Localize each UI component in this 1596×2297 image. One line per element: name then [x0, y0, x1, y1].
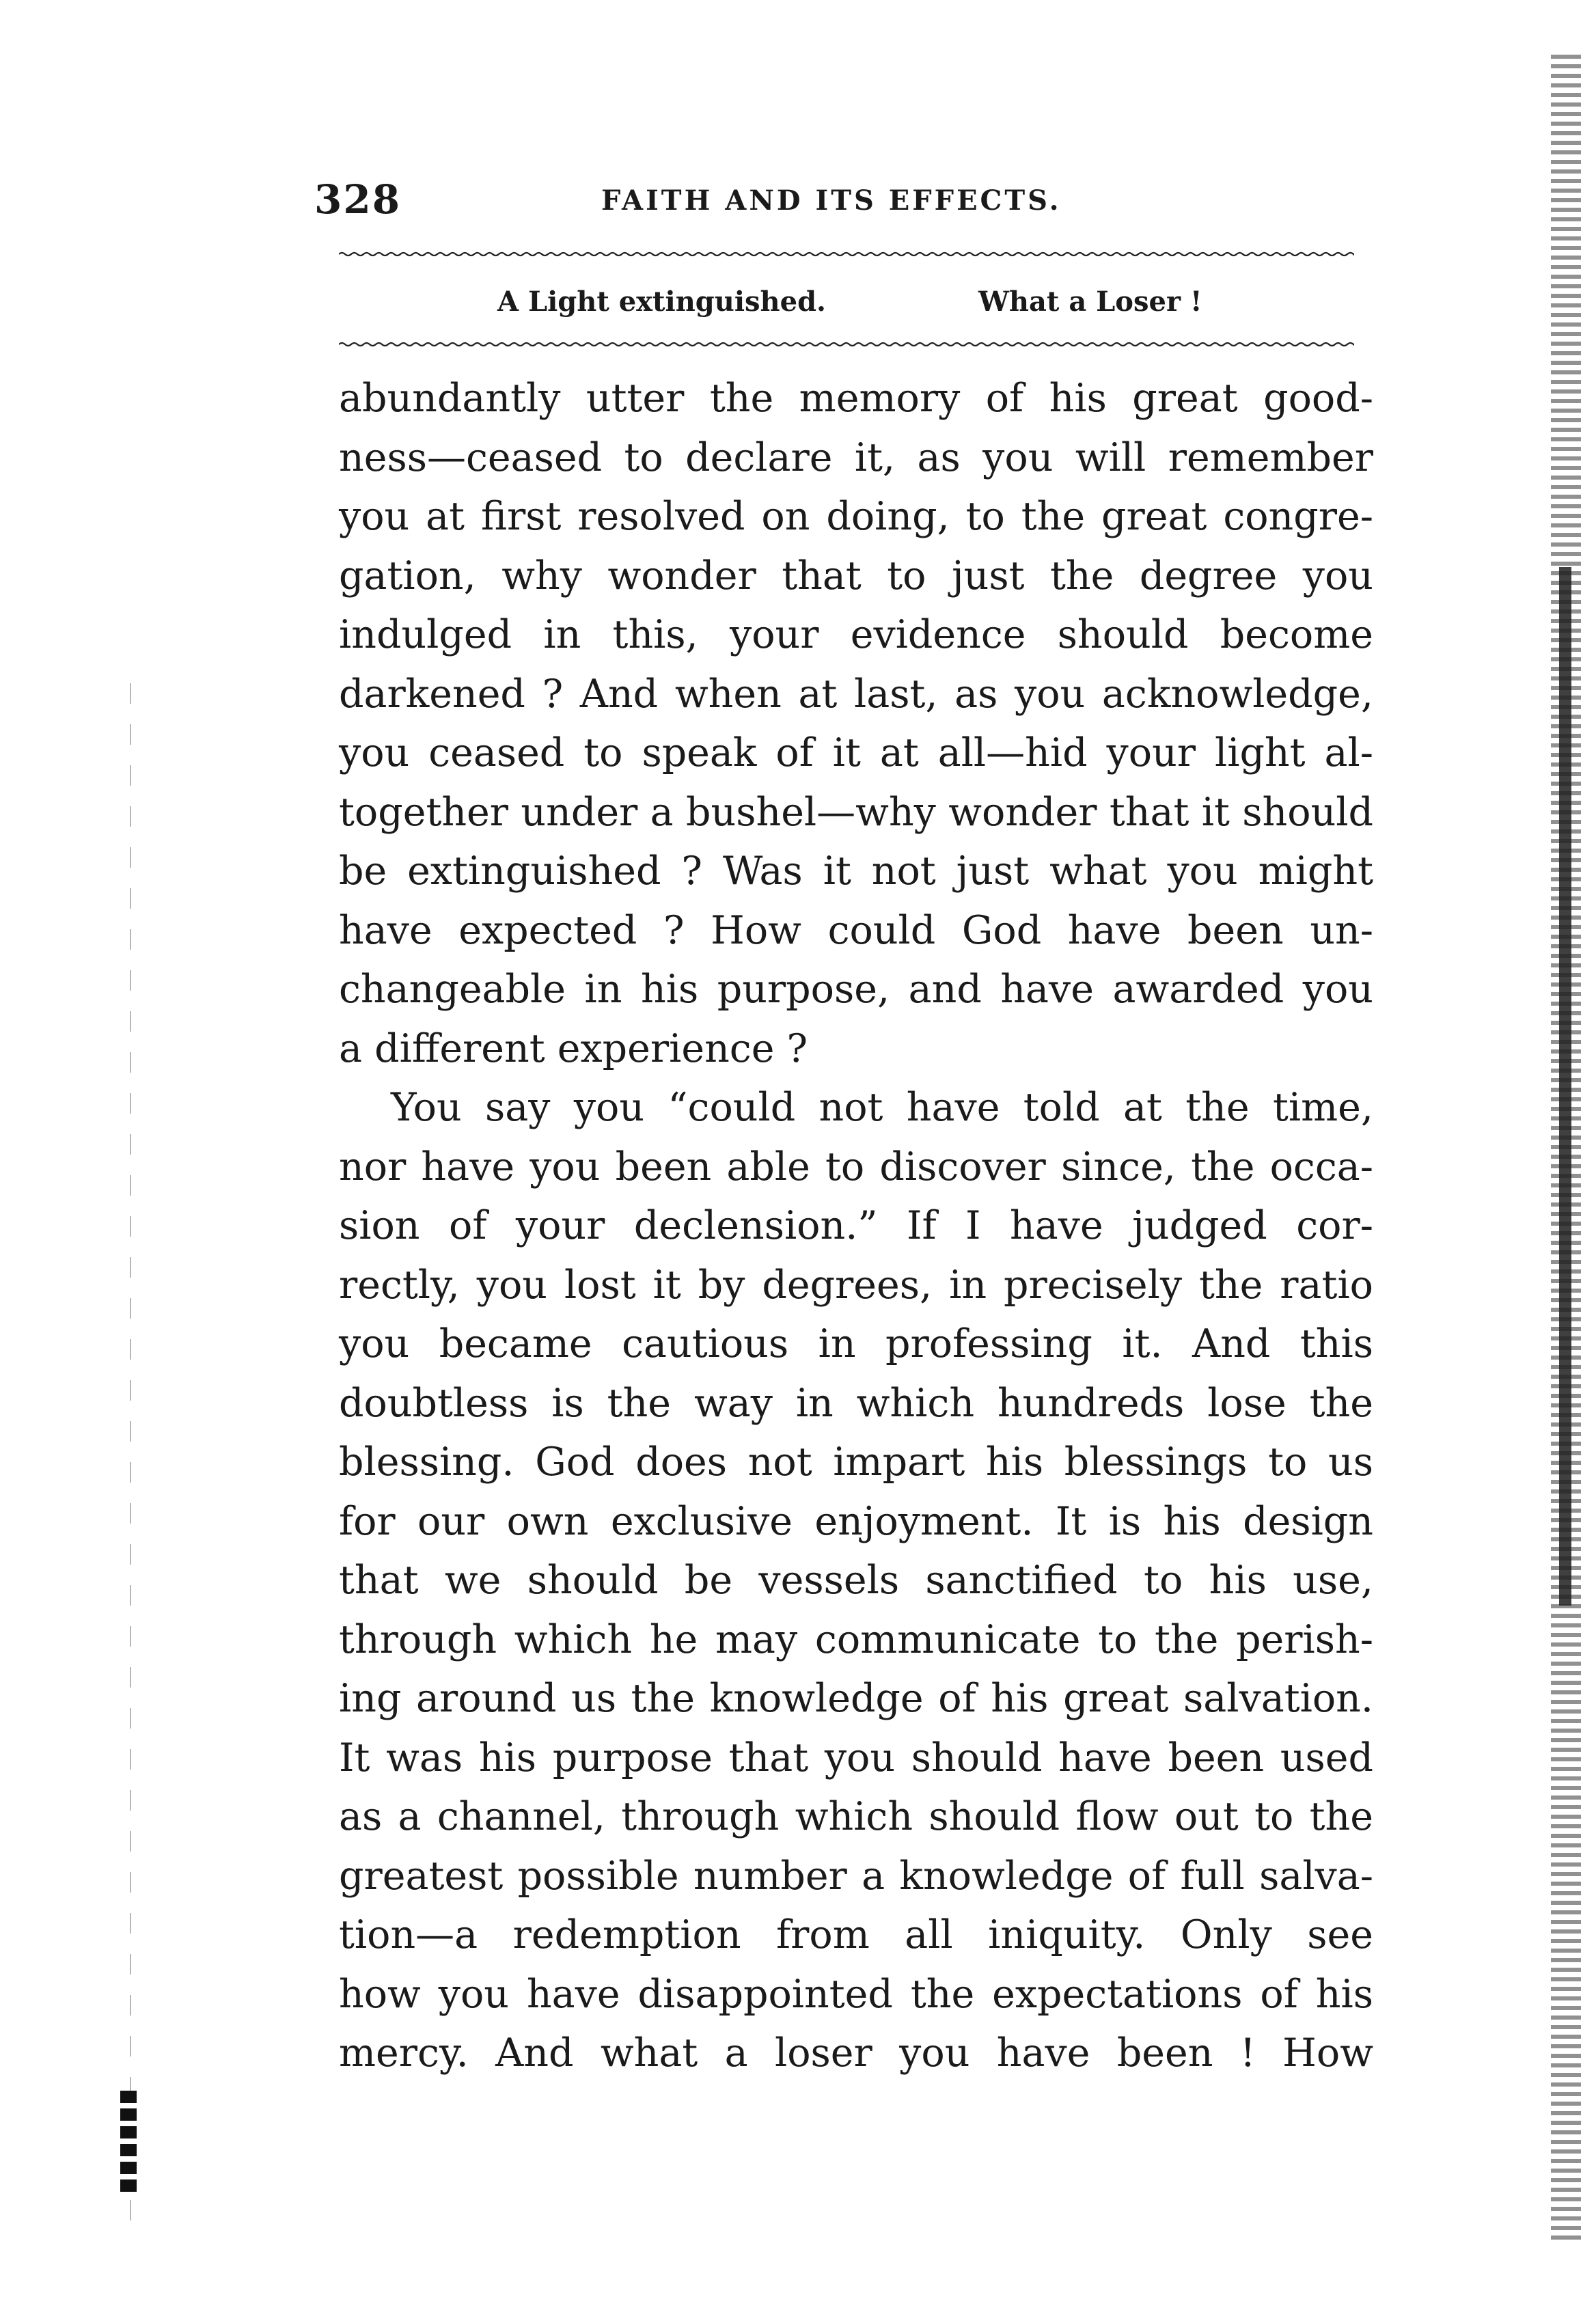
page-number: 328 [314, 176, 402, 223]
text-line: abundantly utter the memory of his great good- [339, 376, 1373, 421]
scan-left-marks [120, 2091, 137, 2193]
scan-binding-shadow [1559, 567, 1571, 1606]
text-line: ness—ceased to declare it, as you will remember [339, 435, 1373, 480]
text-line: nor have you been able to discover since, the occa- [339, 1144, 1373, 1189]
text-line: that we should be vessels sanctified to his use, [339, 1558, 1373, 1603]
text-line: ing around us the knowledge of his great salvation. [339, 1676, 1373, 1721]
text-line: tion—a redemption from all iniquity. Only see [339, 1912, 1373, 1957]
text-line-paragraph-end: a different experience ? [339, 1026, 808, 1071]
text-line: be extinguished ? Was it not just what you might [339, 849, 1373, 894]
text-line: you ceased to speak of it at all—hid your light al- [339, 730, 1373, 775]
text-line: changeable in his purpose, and have awarded you [339, 967, 1373, 1012]
body-text [339, 369, 1373, 2083]
text-line: together under a bushel—why wonder that it should [339, 789, 1373, 835]
text-line: mercy. And what a loser you have been ! How [339, 2031, 1373, 2076]
text-line-paragraph-start: You say you “could not have told at the time, [391, 1085, 1373, 1130]
text-line: as a channel, through which should flow out to the [339, 1794, 1373, 1839]
text-line: indulged in this, your evidence should become [339, 612, 1373, 657]
text-line: through which he may communicate to the perish- [339, 1617, 1373, 1662]
subhead-left: A Light extinguished. [497, 286, 826, 318]
text-line: doubtless is the way in which hundreds lose the [339, 1380, 1373, 1426]
text-line: It was his purpose that you should have been used [339, 1735, 1373, 1780]
text-line: have expected ? How could God have been un- [339, 907, 1373, 953]
scan-left-edge-line [130, 683, 131, 2220]
text-line: rectly, you lost it by degrees, in precisely the ratio [339, 1262, 1373, 1308]
text-line: how you have disappointed the expectations of his [339, 1971, 1373, 2017]
wavy-rule-bottom [339, 340, 1354, 348]
running-head [314, 176, 1366, 224]
running-head-title: FAITH AND ITS EFFECTS. [601, 184, 1062, 217]
text-line: you became cautious in professing it. And this [339, 1321, 1373, 1366]
section-subheads [339, 286, 1354, 327]
text-line: gation, why wonder that to just the degree you [339, 553, 1373, 599]
text-line: for our own exclusive enjoyment. It is his design [339, 1498, 1373, 1544]
text-line: sion of your declension.” If I have judged cor- [339, 1203, 1373, 1248]
subhead-right: What a Loser ! [978, 286, 1202, 318]
text-line: you at first resolved on doing, to the great congre- [339, 494, 1373, 539]
wavy-rule-top [339, 250, 1354, 258]
text-line: darkened ? And when at last, as you acknowledge, [339, 671, 1373, 717]
text-line: greatest possible number a knowledge of full salva- [339, 1853, 1373, 1899]
text-line: blessing. God does not impart his blessings to us [339, 1440, 1373, 1485]
